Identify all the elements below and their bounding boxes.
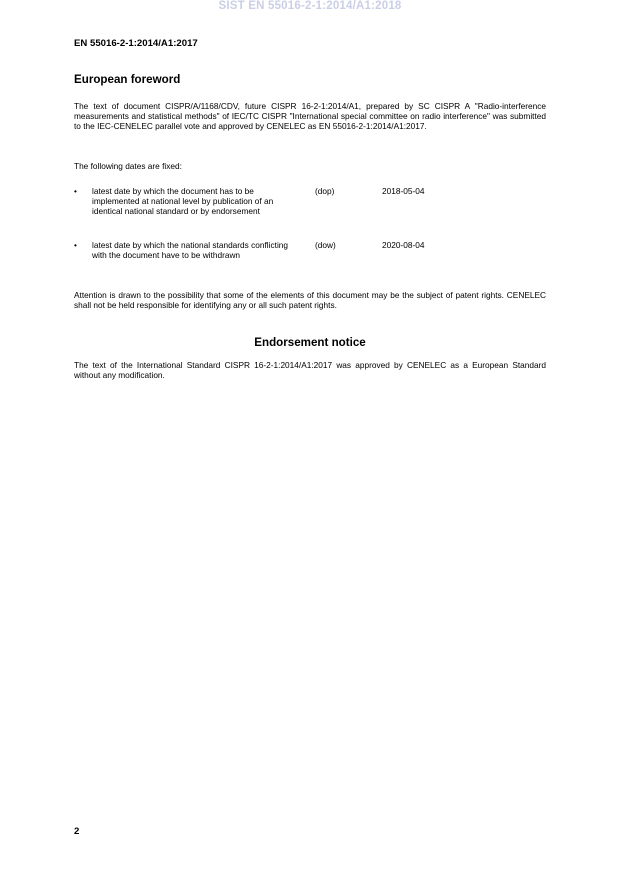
watermark: SIST EN 55016-2-1:2014/A1:2018 <box>218 0 402 12</box>
date-item-date: 2018-05-04 <box>382 186 425 196</box>
date-item-date: 2020-08-04 <box>382 240 425 250</box>
date-item-description: latest date by which the document has to be implemented at national level by publication of an identical national standard or by endorsement <box>92 186 274 216</box>
foreword-paragraph: The text of document CISPR/A/1168/CDV, future CISPR 16-2-1:2014/A1, prepared by SC CISPR A "Radio-interference measurements and statistical methods" of IEC/TC CISPR "International special committee on radio interference" was submitted to the IEC-CENELEC parallel vote and approved by CENELEC as EN 55016-2-1:2014/A1:2017. <box>74 101 546 131</box>
patent-attention: Attention is drawn to the possibility that some of the elements of this document may be the subject of patent rights. CENELEC shall not be held responsible for identifying any or all such patent rights. <box>74 290 546 310</box>
dates-intro: The following dates are fixed: <box>74 161 182 171</box>
document-id: EN 55016-2-1:2014/A1:2017 <box>74 38 198 49</box>
endorsement-heading: Endorsement notice <box>254 336 366 349</box>
date-item-code: (dow) <box>315 240 336 250</box>
page-number: 2 <box>74 826 80 837</box>
date-item-dow <box>74 240 546 284</box>
bullet-icon: • <box>74 240 77 250</box>
endorsement-text: The text of the International Standard CISPR 16-2-1:2014/A1:2017 was approved by CENELEC as a European Standard without any modification. <box>74 360 546 380</box>
date-item-description: latest date by which the national standards conflicting with the document have to be withdrawn <box>92 240 289 260</box>
foreword-heading: European foreword <box>74 73 181 86</box>
date-item-code: (dop) <box>315 186 335 196</box>
date-item-dop <box>74 186 546 240</box>
bullet-icon: • <box>74 186 77 196</box>
dates-list <box>74 186 546 284</box>
